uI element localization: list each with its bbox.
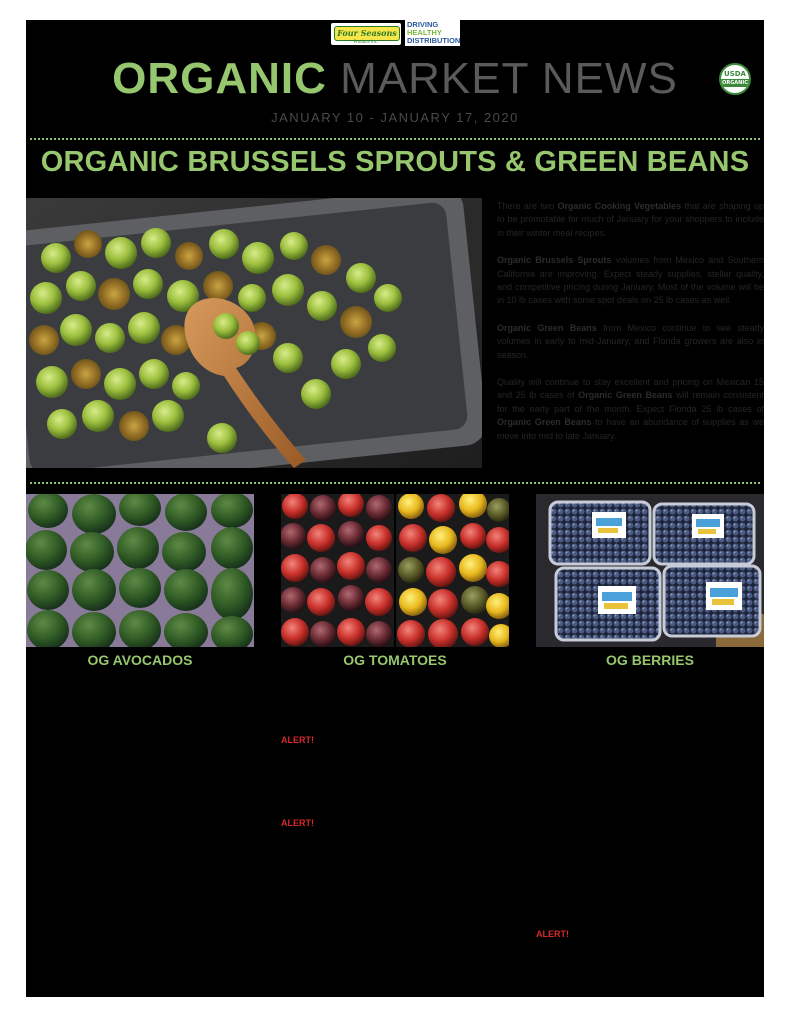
divider [30, 138, 760, 140]
brussels-sprouts-photo [26, 198, 482, 468]
headline: ORGANIC BRUSSELS SPROUTS & GREEN BEANS [40, 146, 750, 178]
paragraph-bold: Organic Brussels Sprouts [497, 255, 612, 266]
logo-driving-line-1: DRIVING [407, 20, 439, 29]
fourseasons-logo [331, 23, 401, 45]
usda-label: USDA [724, 70, 746, 78]
caption-tomatoes: OG TOMATOES [343, 652, 447, 668]
article-paragraph [497, 376, 764, 443]
paragraph-text: that are shaping up to be promotable for much of January for your shoppers to include in their winter meal recipes. [497, 201, 764, 238]
paragraph-text: will remain consistent for the early part of the month. Expect Florida 25 lb cases of [497, 390, 764, 414]
article-paragraph [497, 254, 764, 308]
title-market-news: MARKET NEWS [340, 54, 678, 103]
fourseasons-logo-text: Four Seasons [334, 26, 400, 41]
driving-healthy-logo [405, 20, 460, 46]
paragraph-bold: Organic Cooking Vegetables [557, 201, 682, 211]
paragraph-text: to have an abundance of supplies as we move into mid to late January. [497, 417, 764, 441]
avocados-photo [26, 494, 254, 647]
caption-avocados: OG AVOCADOS [87, 652, 193, 668]
article-body [497, 200, 764, 457]
logo-driving-line-3: DISTRIBUTION [407, 36, 461, 45]
berries-photo [536, 494, 764, 647]
newsletter-page [26, 20, 764, 997]
title-organic: ORGANIC [112, 54, 327, 103]
caption-berries: OG BERRIES [606, 652, 694, 668]
paragraph-text: Quality will continue to stay excellent and pricing on Mexican 15 and 25 lb cases of [497, 377, 764, 401]
usda-organic-label: ORGANIC [722, 80, 748, 86]
alert-label: ALERT! [281, 735, 314, 745]
article-paragraph [497, 322, 764, 362]
paragraph-bold: Organic Green Beans [578, 390, 673, 401]
paragraph-text: volumes from Mexico and Southern California are improving. Expect steady supplies, stellar quality, and competitive pricing during January. Most of the volume will be in 10 lb cases with some spot deals on 25 lb cases as well. [497, 255, 764, 306]
paragraph-bold: Organic Green Beans [497, 417, 592, 428]
paragraph-text: There are two [497, 201, 558, 211]
article-paragraph [497, 200, 764, 240]
date-range: JANUARY 10 - JANUARY 17, 2020 [271, 110, 519, 125]
usda-organic-icon [719, 63, 751, 95]
newsletter-title [26, 54, 764, 104]
fourseasons-logo-sub: Produce Inc. [353, 39, 379, 44]
tomatoes-photo [281, 494, 509, 647]
alert-label: ALERT! [536, 929, 569, 939]
alert-label: ALERT! [281, 818, 314, 828]
logo-driving-line-2: HEALTHY [407, 28, 442, 37]
divider [30, 482, 760, 484]
paragraph-text: from Mexico continue to see steady volumes in early to mid-January, and Florida growers are also in season. [497, 322, 764, 360]
paragraph-bold: Organic Green Beans [497, 322, 597, 333]
